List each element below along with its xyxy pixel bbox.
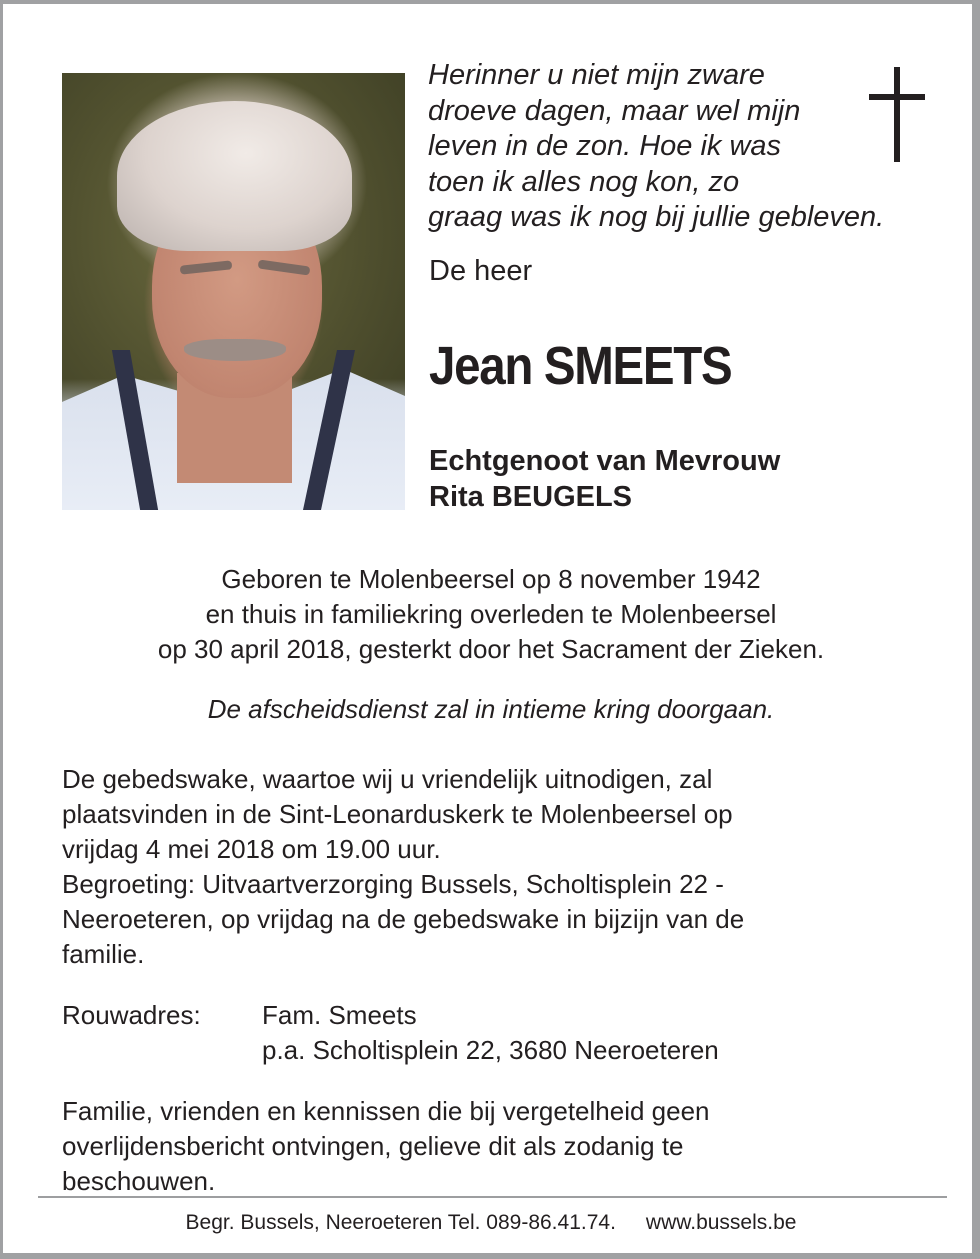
footer-divider — [38, 1196, 947, 1198]
website-link[interactable]: www.bussels.be — [645, 1211, 797, 1234]
wake-line: De gebedswake, waartoe wij u vriendelijk uitnodigen, zal — [62, 764, 713, 794]
poem-line: leven in de zon. Hoe ik was — [428, 130, 782, 162]
footer — [3, 1209, 979, 1237]
wake-line: familie. — [62, 939, 145, 969]
address-line: p.a. Scholtisplein 22, 3680 Neeroeteren — [262, 1035, 719, 1065]
address-label: Rouwadres: — [62, 1000, 201, 1030]
portrait-photo — [62, 73, 405, 510]
notice-line: overlijdensbericht ontvingen, gelieve dit als zodanig te — [62, 1131, 684, 1161]
birth-death-info — [3, 562, 979, 667]
funeral-home-info: Begr. Bussels, Neeroeteren Tel. 089-86.41.74. — [185, 1211, 616, 1234]
poem-line: toen ik alles nog kon, zo — [428, 165, 740, 198]
wake-line: Begroeting: Uitvaartverzorging Bussels, Scholtisplein 22 - — [62, 869, 724, 899]
obituary-card — [3, 4, 972, 1253]
address-lines — [262, 998, 719, 1068]
poem-line: Herinner u niet mijn zware — [428, 59, 765, 91]
photo-moustache — [184, 339, 286, 361]
birth-death-line: en thuis in familiekring overleden te Molenbeersel — [205, 599, 777, 629]
spouse-line: Echtgenoot van Mevrouw — [429, 445, 781, 477]
wake-line: Neeroeteren, op vrijdag na de gebedswake in bijzijn van de — [62, 904, 745, 934]
service-notice: De afscheidsdienst zal in intieme kring doorgaan. — [207, 694, 775, 724]
photo-hair — [117, 101, 352, 251]
spouse-line: Rita BEUGELS — [429, 481, 633, 513]
poem-line: droeve dagen, maar wel mijn — [428, 94, 801, 127]
notice-line: Familie, vrienden en kennissen die bij vergetelheid geen — [62, 1096, 710, 1126]
family-notice — [62, 1094, 942, 1199]
wake-info — [62, 762, 942, 972]
wake-line: plaatsvinden in de Sint-Leonarduskerk te Molenbeersel op — [62, 799, 733, 829]
notice-line: beschouwen. — [62, 1166, 216, 1196]
spouse-info — [429, 443, 780, 515]
poem-line: graag was ik nog bij jullie gebleven. — [428, 201, 885, 233]
deceased-name: Jean SMEETS — [429, 336, 732, 396]
birth-death-line: op 30 april 2018, gesterkt door het Sacrament der Zieken. — [157, 634, 825, 664]
address-line: Fam. Smeets — [262, 1000, 417, 1030]
wake-line: vrijdag 4 mei 2018 om 19.00 uur. — [62, 834, 441, 864]
honorific: De heer — [429, 255, 533, 287]
birth-death-line: Geboren te Molenbeersel op 8 november 1942 — [221, 564, 761, 594]
cross-icon — [869, 67, 925, 162]
